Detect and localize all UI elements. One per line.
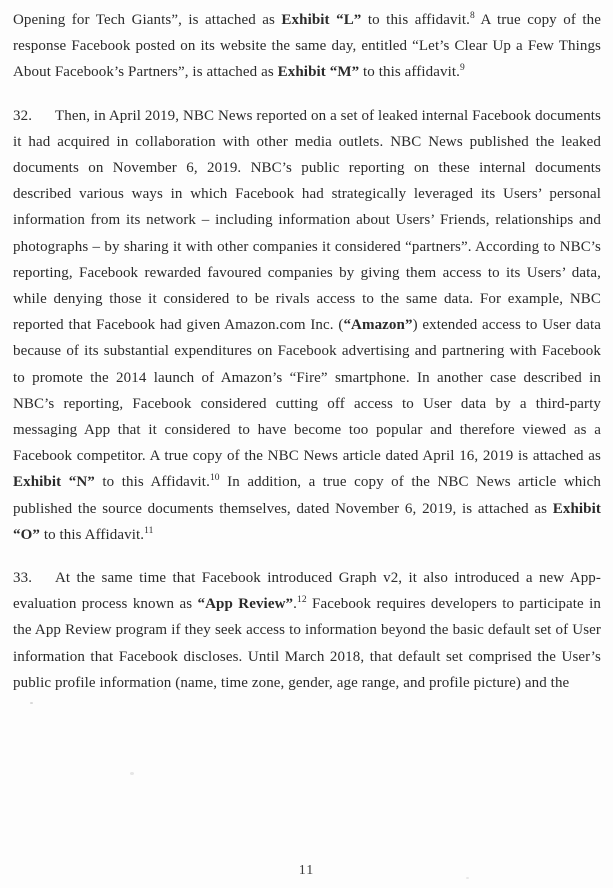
body-text: In addition, a true copy of the NBC News article which published the source documents themselves, dated November 6, 2019, is attached as (13, 474, 602, 517)
body-text: to this Affidavit. (94, 474, 210, 491)
footnote-reference: 9 (459, 63, 465, 74)
body-text: Then, in April 2019, NBC News reported on a set of leaked internal Facebook documents it had acquired in collaboration with other media outlets. NBC News published the leaked documents on November 6, 2019. NBC’s public reporting on these internal documents described various ways in which Facebook had strategically leveraged its Users’ personal information from its network – including information about Users’ Friends, relationships and photographs – by sharing it with other companies it considered “partners”. According to NBC’s reporting, Facebook rewarded favoured companies by giving them access to its Users’ data, while denying those it considered to be rivals access to the same data. For example, NBC reported that Facebook had given Amazon.com Inc. ( (13, 107, 601, 334)
footnote-reference: 10 (209, 473, 220, 484)
footnote-reference: 11 (144, 525, 154, 536)
paragraph (13, 7, 601, 86)
bold-text: “App Review” (197, 596, 294, 613)
bold-text: Exhibit “O” (13, 500, 601, 543)
footnote-reference: 8 (470, 11, 475, 21)
body-text: ) extended access to User data because of its substantial expenditures on Facebook advertising and partnering with Facebook to promote the 2014 launch of Amazon’s “Fire” smartphone. In another case described in NBC’s reporting, Facebook considered cutting off access to User data by a third-party messaging App that it considered to have become too popular and therefore viewed as a Facebook competitor. A true copy of the NBC News article dated April 16, 2019 is attached as (13, 317, 601, 465)
body-text: to this affidavit. (359, 64, 460, 81)
body-text: to this affidavit. (361, 12, 470, 28)
scan-speck (163, 688, 167, 690)
page-number: 11 (298, 863, 315, 878)
body-text: Facebook requires developers to participate in the App Review program if they seek access to information beyond the basic default set of User information that Facebook discloses. Until March 2018, that default set comprised the User’s public profile information (name, time zone, gender, age range, and profile picture) and the (13, 596, 601, 691)
body-text: to this Affidavit. (39, 526, 145, 543)
paragraph-number: 33. (13, 570, 33, 587)
scan-speck (130, 772, 134, 775)
bold-text: Exhibit “N” (13, 474, 95, 491)
paragraph-number: 32. (13, 107, 33, 124)
body-text: At the same time that Facebook introduced Graph v2, it also introduced a new App-evaluation process known as (13, 570, 601, 613)
footnote-reference: 12 (296, 595, 307, 606)
bold-text: Exhibit “L” (281, 12, 362, 28)
body-text: A true copy of the response Facebook posted on its website the same day, entitled “Let’s Clear Up a Few Things About Facebook’s Partners”, is attached as (13, 12, 601, 81)
numbered-paragraph (13, 565, 601, 696)
numbered-paragraph (13, 103, 601, 548)
bold-text: Exhibit “M” (277, 64, 360, 81)
bold-text: “Amazon” (343, 317, 413, 334)
body-text: Opening for Tech Giants”, is attached as (13, 12, 282, 28)
body-text: . (293, 596, 297, 613)
scan-speck (30, 702, 33, 704)
affidavit-body-text (13, 7, 601, 696)
